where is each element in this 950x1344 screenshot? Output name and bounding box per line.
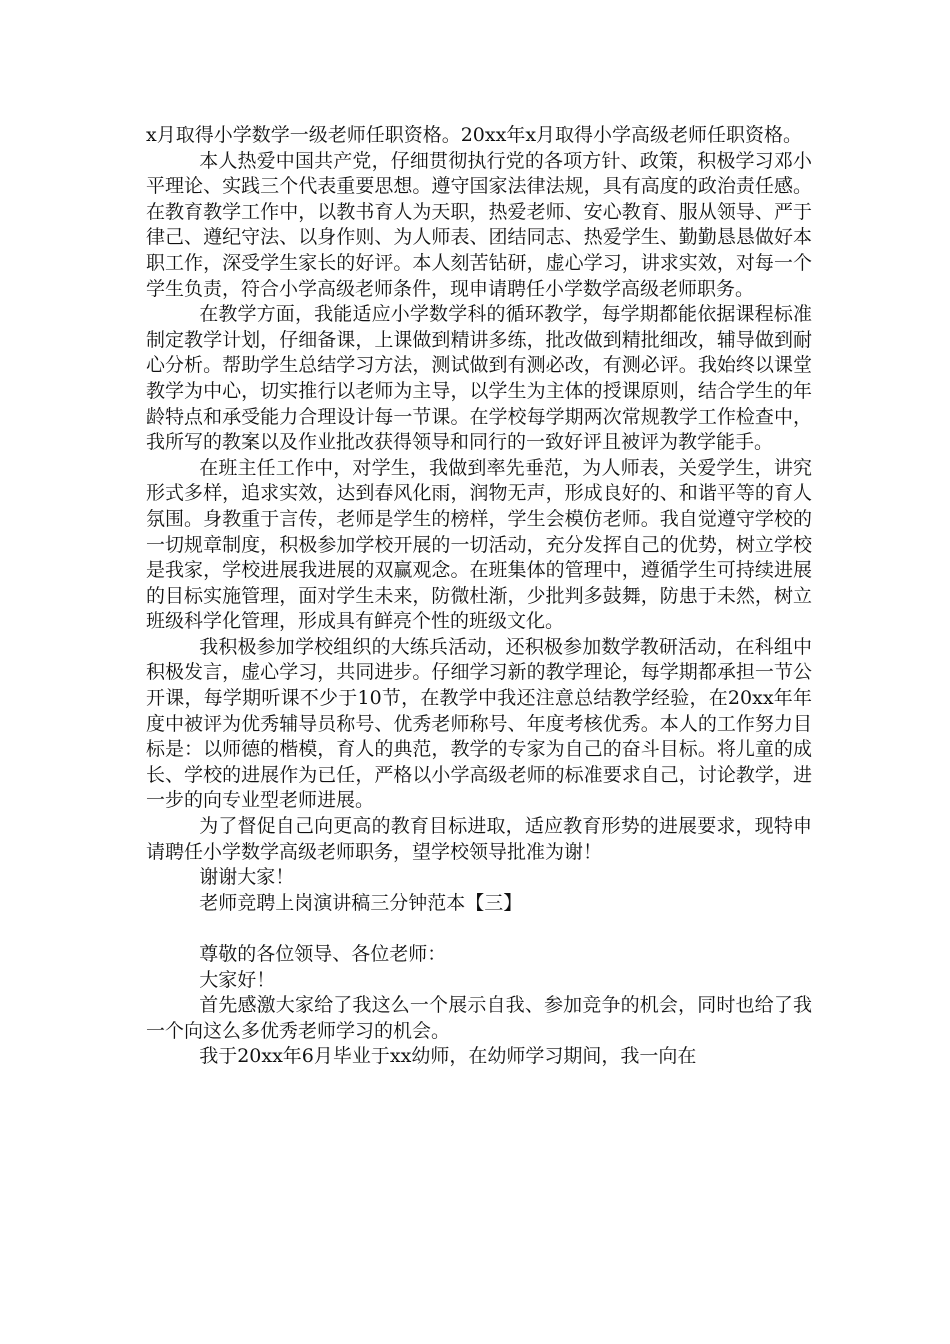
paragraph-3: 在教学方面，我能适应小学数学科的循环教学，每学期都能依据课程标准制定教学计划，仔细备课，上课做到精讲多练，批改做到精批细改，辅导做到耐心分析。帮助学生总结学习方法，测试做到有测必改，有测必评。我始终以课堂教学为中心，切实推行以老师为主导，以学生为主体的授课原则，结合学生的年龄特点和承受能力合理设计每一节课。在学校每学期两次常规教学工作检查中，我所写的教案以及作业批改获得领导和同行的一致好评且被评为教学能手。 — [146, 303, 812, 454]
paragraph-4: 在班主任工作中，对学生，我做到率先垂范，为人师表，关爱学生，讲究形式多样，追求实效，达到春风化雨，润物无声，形成良好的、和谐平等的育人氛围。身教重于言传，老师是学生的榜样，学生会模仿老师。我自觉遵守学校的一切规章制度，积极参加学校开展的一切活动，充分发挥自己的优势，树立学校是我家，学校进展我进展的双赢观念。在班集体的管理中，遵循学生可持续进展的目标实施管理，面对学生未来，防微杜渐，少批判多鼓舞，防患于未然，树立班级科学化管理，形成具有鲜亮个性的班级文化。 — [146, 456, 812, 633]
paragraph-6: 为了督促自己向更高的教育目标进取，适应教育形势的进展要求，现特申请聘任小学数学高级老师职务，望学校领导批准为谢！ — [146, 815, 812, 863]
paragraph-8: 我于20xx年6月毕业于xx幼师，在幼师学习期间，我一向在 — [199, 1045, 697, 1068]
blank-line — [146, 916, 812, 942]
document-page — [146, 123, 812, 1070]
paragraph-5: 我积极参加学校组织的大练兵活动，还积极参加数学教研活动，在科组中积极发言，虚心学习，共同进步。仔细学习新的教学理论，每学期都承担一节公开课，每学期听课不少于10节，在教学中我还注意总结教学经验，在20xx年年度中被评为优秀辅导员称号、优秀老师称号、年度考核优秀。本人的工作努力目标是：以师德的楷模，育人的典范，教学的专家为自己的奋斗目标。将儿童的成长、学校的进展作为已任，严格以小学高级老师的标准要求自己，讨论教学，进一步的向专业型老师进展。 — [146, 635, 812, 812]
section-heading: 老师竞聘上岗演讲稿三分钟范本【三】 — [199, 891, 523, 914]
thanks-line: 谢谢大家！ — [199, 866, 295, 889]
salutation: 尊敬的各位领导、各位老师： — [199, 943, 447, 965]
paragraph-7: 首先感激大家给了我这么一个展示自我、参加竞争的机会，同时也给了我一个向这么多优秀老师学习的机会。 — [146, 994, 812, 1042]
paragraph-1: x月取得小学数学一级老师任职资格。20xx年x月取得小学高级老师任职资格。 — [146, 124, 803, 146]
paragraph-2: 本人热爱中国共产党，仔细贯彻执行党的各项方针、政策，积极学习邓小平理论、实践三个代表重要思想。遵守国家法律法规，具有高度的政治责任感。在教育教学工作中，以教书育人为天职，热爱老师、安心教育、服从领导、严于律己、遵纪守法、以身作则、为人师表、团结同志、热爱学生、勤勤恳恳做好本职工作，深受学生家长的好评。本人刻苦钻研，虚心学习，讲求实效，对每一个学生负责，符合小学高级老师条件，现申请聘任小学数学高级老师职务。 — [146, 149, 812, 300]
greeting: 大家好！ — [199, 968, 276, 991]
